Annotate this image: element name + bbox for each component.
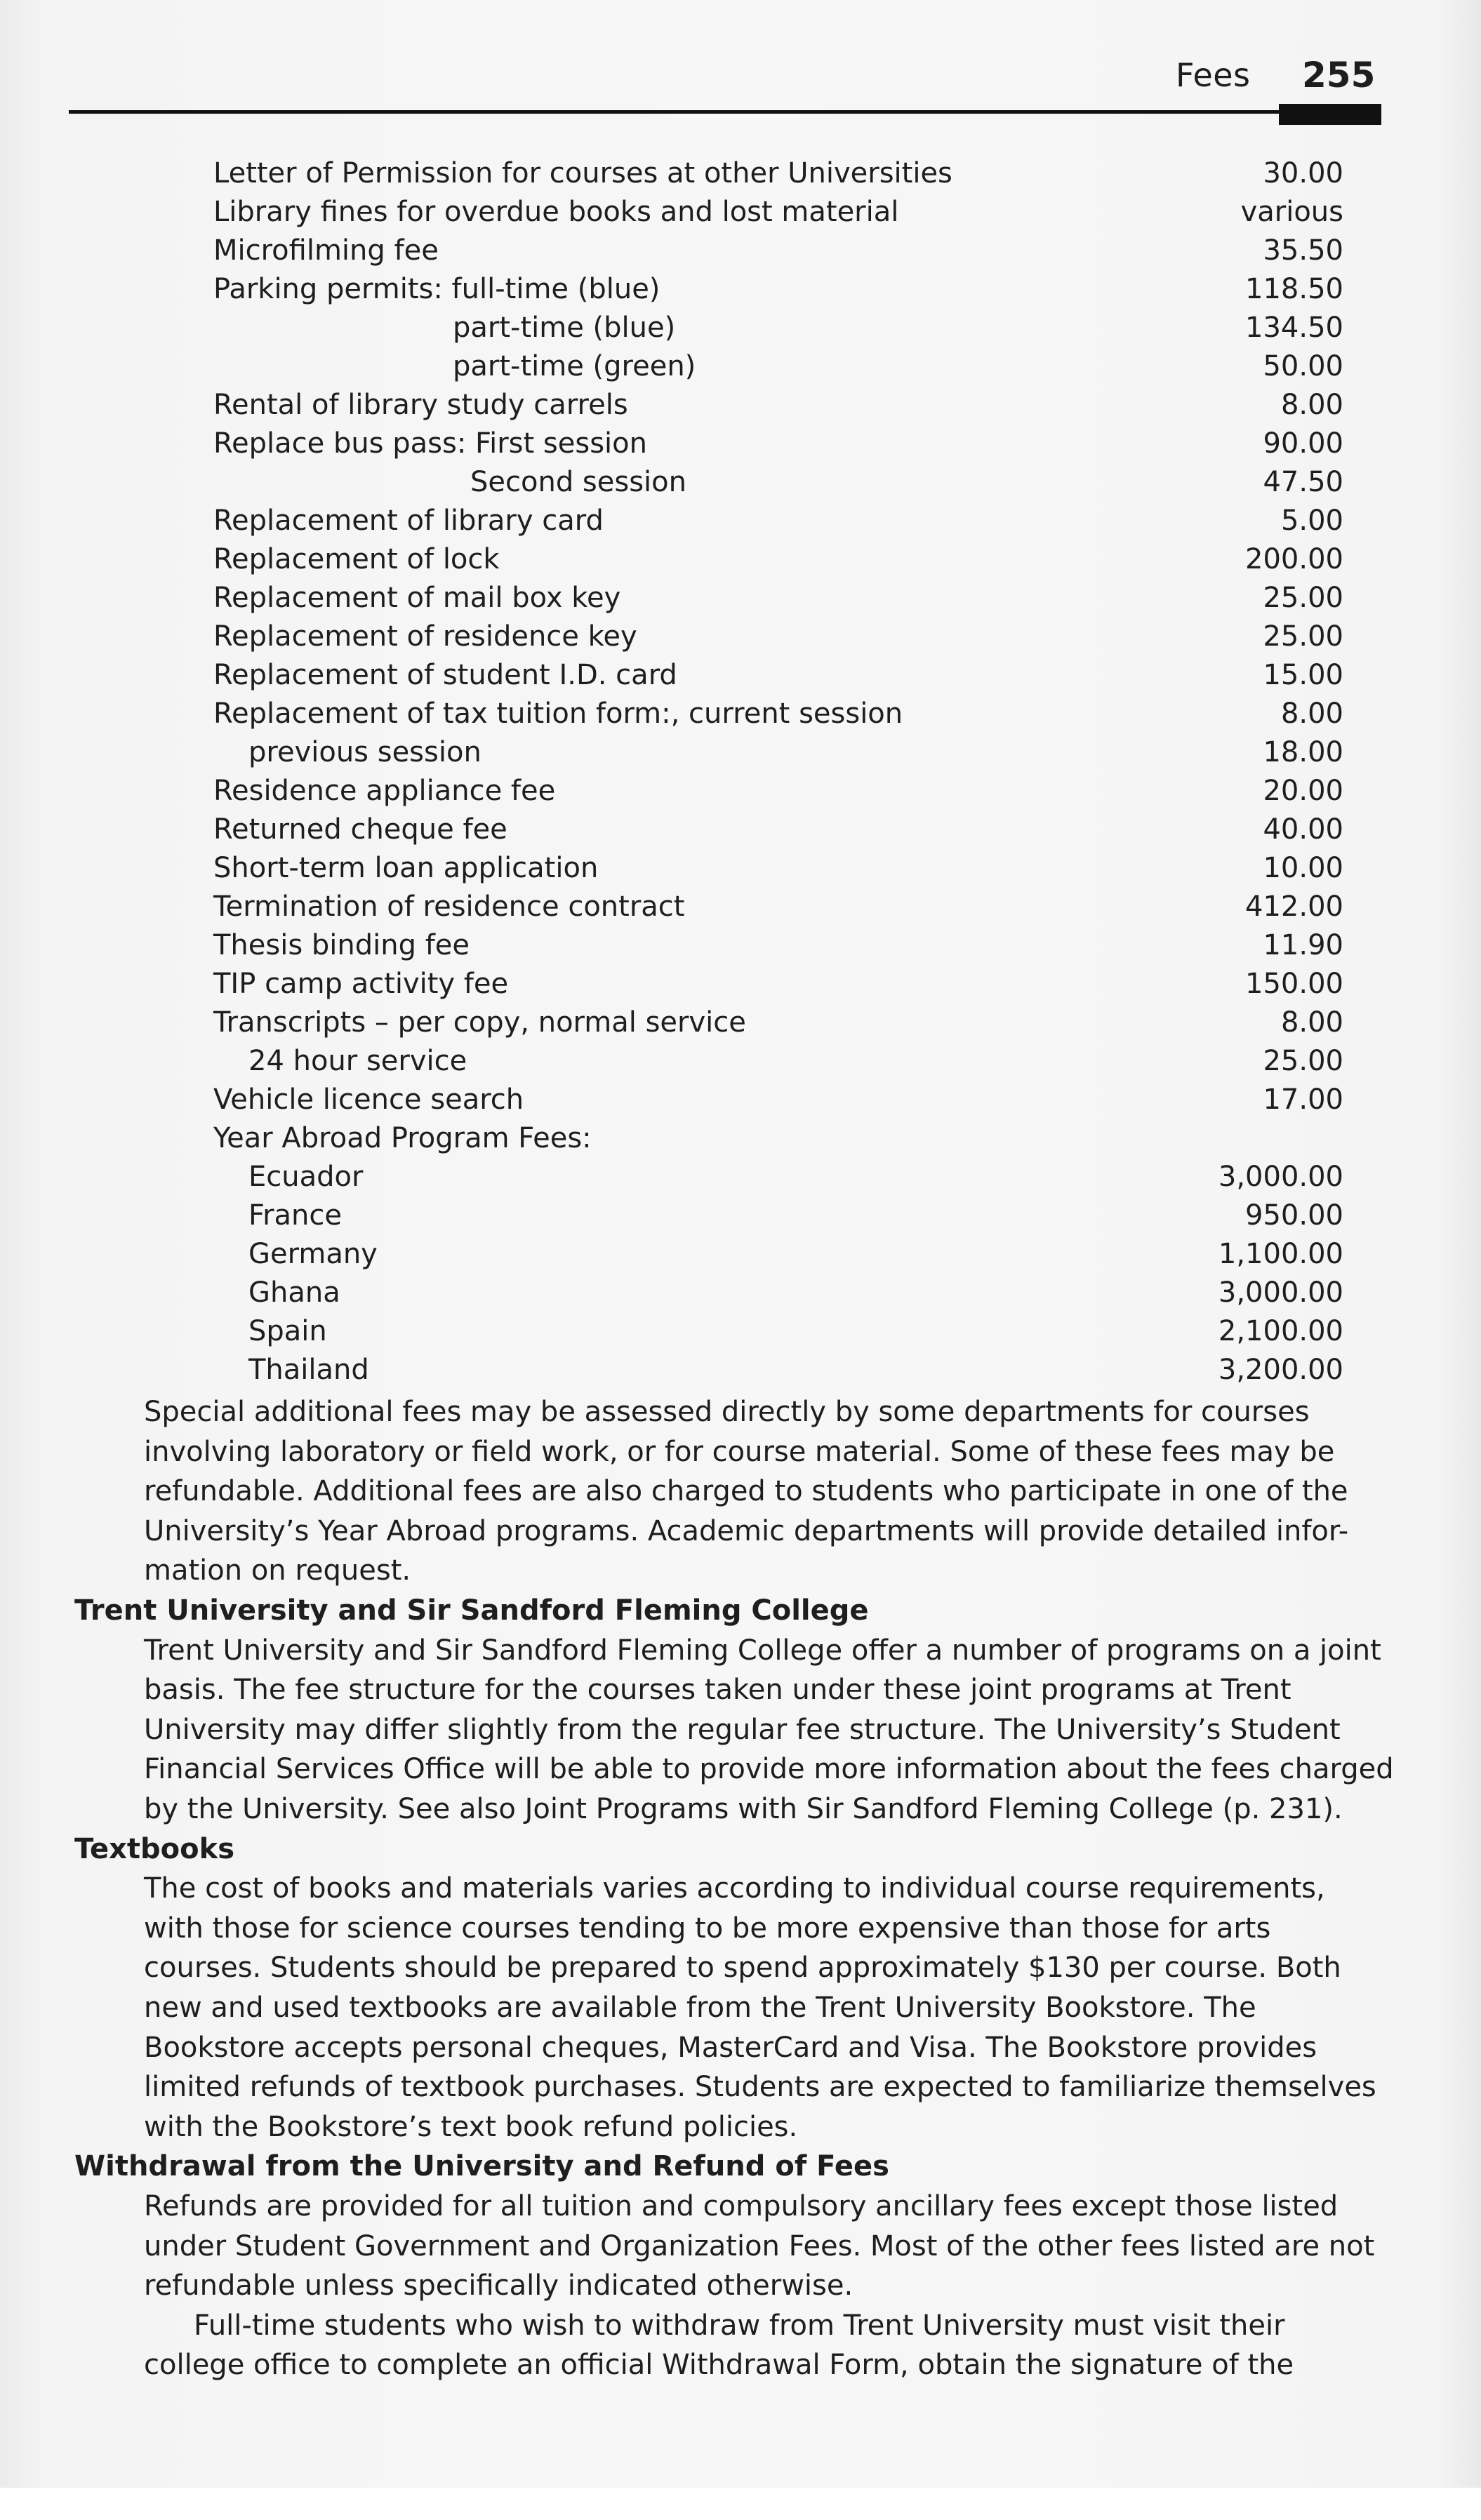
fee-row [0, 965, 1481, 1004]
fee-label: Termination of residence contract [213, 891, 685, 923]
fee-row [0, 849, 1481, 888]
section-heading: Withdrawal from the University and Refund of Fees [74, 2150, 889, 2183]
fee-label: Year Abroad Program Fees: [213, 1122, 592, 1154]
fee-amount: 35.50 [1263, 234, 1343, 267]
paragraph-line: University’s Year Abroad programs. Academic departments will provide detailed infor- [144, 1514, 1349, 1547]
fee-amount: 1,100.00 [1218, 1238, 1343, 1270]
fee-amount: 200.00 [1245, 543, 1343, 575]
fee-amount: various [1240, 196, 1343, 228]
paragraph-line: involving laboratory or field work, or for course material. Some of these fees may be [144, 1435, 1335, 1468]
fee-label: Replacement of student I.D. card [213, 659, 677, 691]
fee-amount: 3,200.00 [1218, 1354, 1343, 1386]
fee-row [0, 733, 1481, 772]
fee-row [0, 811, 1481, 849]
fee-amount: 5.00 [1280, 505, 1343, 537]
header-rule [69, 110, 1381, 114]
fee-label: Returned cheque fee [213, 813, 507, 846]
fee-label: Residence appliance fee [213, 775, 556, 807]
running-header-section: Fees [1176, 56, 1251, 94]
fee-label: 24 hour service [248, 1045, 467, 1077]
section-heading: Textbooks [74, 1832, 235, 1865]
fee-row [0, 926, 1481, 965]
fee-label: Parking permits: full-time (blue) [213, 273, 660, 305]
fee-label: Rental of library study carrels [213, 389, 628, 421]
paragraph-line: refundable unless specifically indicated otherwise. [144, 2269, 854, 2302]
fee-amount: 20.00 [1263, 775, 1343, 807]
fee-row [0, 540, 1481, 579]
fee-amount: 134.50 [1245, 312, 1343, 344]
fee-amount: 2,100.00 [1218, 1315, 1343, 1347]
fee-amount: 90.00 [1263, 427, 1343, 460]
fee-label: Letter of Permission for courses at other Universities [213, 157, 952, 189]
section-heading: Trent University and Sir Sandford Fleming College [74, 1594, 869, 1627]
fee-label: previous session [248, 736, 482, 768]
fee-label: Replacement of tax tuition form:, current session [213, 698, 903, 730]
paragraph-line: mation on request. [144, 1554, 411, 1587]
fee-row [0, 309, 1481, 347]
fee-amount: 18.00 [1263, 736, 1343, 768]
fee-label: France [248, 1199, 343, 1232]
fee-row [0, 463, 1481, 502]
paragraph-line: by the University. See also Joint Programs with Sir Sandford Fleming College (p. 231). [144, 1793, 1343, 1825]
fee-amount: 25.00 [1263, 582, 1343, 614]
fee-amount: 11.90 [1263, 929, 1343, 961]
fee-label: Transcripts – per copy, normal service [213, 1006, 746, 1039]
fee-row [0, 1196, 1481, 1235]
fee-label: Microfilming fee [213, 234, 439, 267]
fee-amount: 40.00 [1263, 813, 1343, 846]
fee-label: Ghana [248, 1276, 340, 1309]
page-bottom-margin [0, 2488, 1481, 2520]
fee-label: Library fines for overdue books and lost material [213, 196, 899, 228]
fee-row [0, 425, 1481, 463]
paragraph-line: Special additional fees may be assessed directly by some departments for courses [144, 1396, 1310, 1428]
paragraph-line: new and used textbooks are available from the Trent University Bookstore. The [144, 1992, 1256, 2024]
fee-label: Replace bus pass: First session [213, 427, 647, 460]
fee-row [0, 154, 1481, 193]
fee-row [0, 193, 1481, 232]
fee-amount: 25.00 [1263, 1045, 1343, 1077]
fee-row [0, 1274, 1481, 1312]
fee-amount: 8.00 [1280, 698, 1343, 730]
fee-amount: 47.50 [1263, 466, 1343, 498]
page-number: 255 [1302, 55, 1376, 95]
paragraph-line: basis. The fee structure for the courses taken under these joint programs at Trent [144, 1674, 1291, 1707]
fee-row [0, 502, 1481, 540]
fee-row [0, 1004, 1481, 1042]
paragraph-line: with the Bookstore’s text book refund policies. [144, 2110, 798, 2143]
fee-row [0, 695, 1481, 733]
paragraph-line: courses. Students should be prepared to spend approximately $130 per course. Both [144, 1952, 1341, 1985]
fee-amount: 150.00 [1245, 968, 1343, 1000]
fee-row [0, 1351, 1481, 1389]
paragraph-line: Trent University and Sir Sandford Fleming College offer a number of programs on a joint [144, 1634, 1381, 1667]
fee-label: Spain [248, 1315, 327, 1347]
fee-label: Replacement of residence key [213, 620, 637, 653]
fee-label: Thesis binding fee [213, 929, 470, 961]
fee-label: Thailand [248, 1354, 369, 1386]
fee-label: TIP camp activity fee [213, 968, 509, 1000]
fee-amount: 3,000.00 [1218, 1276, 1343, 1309]
fee-row [0, 347, 1481, 386]
fee-label: Second session [470, 466, 686, 498]
fee-row [0, 1312, 1481, 1351]
paragraph-line: Bookstore accepts personal cheques, MasterCard and Visa. The Bookstore provides [144, 2031, 1317, 2064]
fee-label: Replacement of lock [213, 543, 500, 575]
fee-amount: 118.50 [1245, 273, 1343, 305]
fee-amount: 15.00 [1263, 659, 1343, 691]
fee-row [0, 1081, 1481, 1119]
fee-label: part-time (blue) [453, 312, 676, 344]
fee-label: part-time (green) [453, 350, 696, 382]
fee-amount: 17.00 [1263, 1084, 1343, 1116]
fee-label: Replacement of mail box key [213, 582, 621, 614]
fee-label: Ecuador [248, 1161, 364, 1193]
paragraph-line: refundable. Additional fees are also charged to students who participate in one of the [144, 1475, 1348, 1508]
fee-amount: 412.00 [1245, 891, 1343, 923]
fee-amount: 950.00 [1245, 1199, 1343, 1232]
fee-row [0, 656, 1481, 695]
fee-row [0, 232, 1481, 270]
paragraph-line: Refunds are provided for all tuition and compulsory ancillary fees except those listed [144, 2190, 1339, 2222]
fee-row [0, 888, 1481, 926]
fee-amount: 25.00 [1263, 620, 1343, 653]
fee-amount: 50.00 [1263, 350, 1343, 382]
fee-row [0, 386, 1481, 425]
fee-amount: 8.00 [1280, 1006, 1343, 1039]
paragraph-line: Financial Services Office will be able to provide more information about the fees charged [144, 1753, 1394, 1786]
fee-row [0, 1158, 1481, 1196]
fee-row [0, 270, 1481, 309]
fee-row [0, 1119, 1481, 1158]
fee-amount: 10.00 [1263, 852, 1343, 884]
paragraph-line: Full-time students who wish to withdraw from Trent University must visit their [194, 2309, 1285, 2342]
fee-list [0, 154, 1481, 1389]
fee-label: Replacement of library card [213, 505, 604, 537]
fee-label: Vehicle licence search [213, 1084, 524, 1116]
fee-amount: 8.00 [1280, 389, 1343, 421]
fee-amount: 30.00 [1263, 157, 1343, 189]
fee-label: Short-term loan application [213, 852, 599, 884]
fee-row [0, 772, 1481, 811]
paragraph-line: University may differ slightly from the regular fee structure. The University’s Student [144, 1713, 1341, 1746]
fee-row [0, 1042, 1481, 1081]
paragraph-line: college office to complete an official Withdrawal Form, obtain the signature of the [144, 2349, 1294, 2382]
fee-row [0, 579, 1481, 618]
paragraph-line: under Student Government and Organization Fees. Most of the other fees listed are not [144, 2229, 1375, 2262]
fee-label: Germany [248, 1238, 378, 1270]
paragraph-line: The cost of books and materials varies according to individual course requirements, [144, 1872, 1325, 1905]
header-rule-tab [1279, 104, 1381, 125]
fee-row [0, 618, 1481, 656]
paragraph-line: with those for science courses tending to be more expensive than those for arts [144, 1912, 1271, 1945]
paragraph-line: limited refunds of textbook purchases. Students are expected to familiarize themselves [144, 2071, 1376, 2104]
fee-amount: 3,000.00 [1218, 1161, 1343, 1193]
fee-row [0, 1235, 1481, 1274]
